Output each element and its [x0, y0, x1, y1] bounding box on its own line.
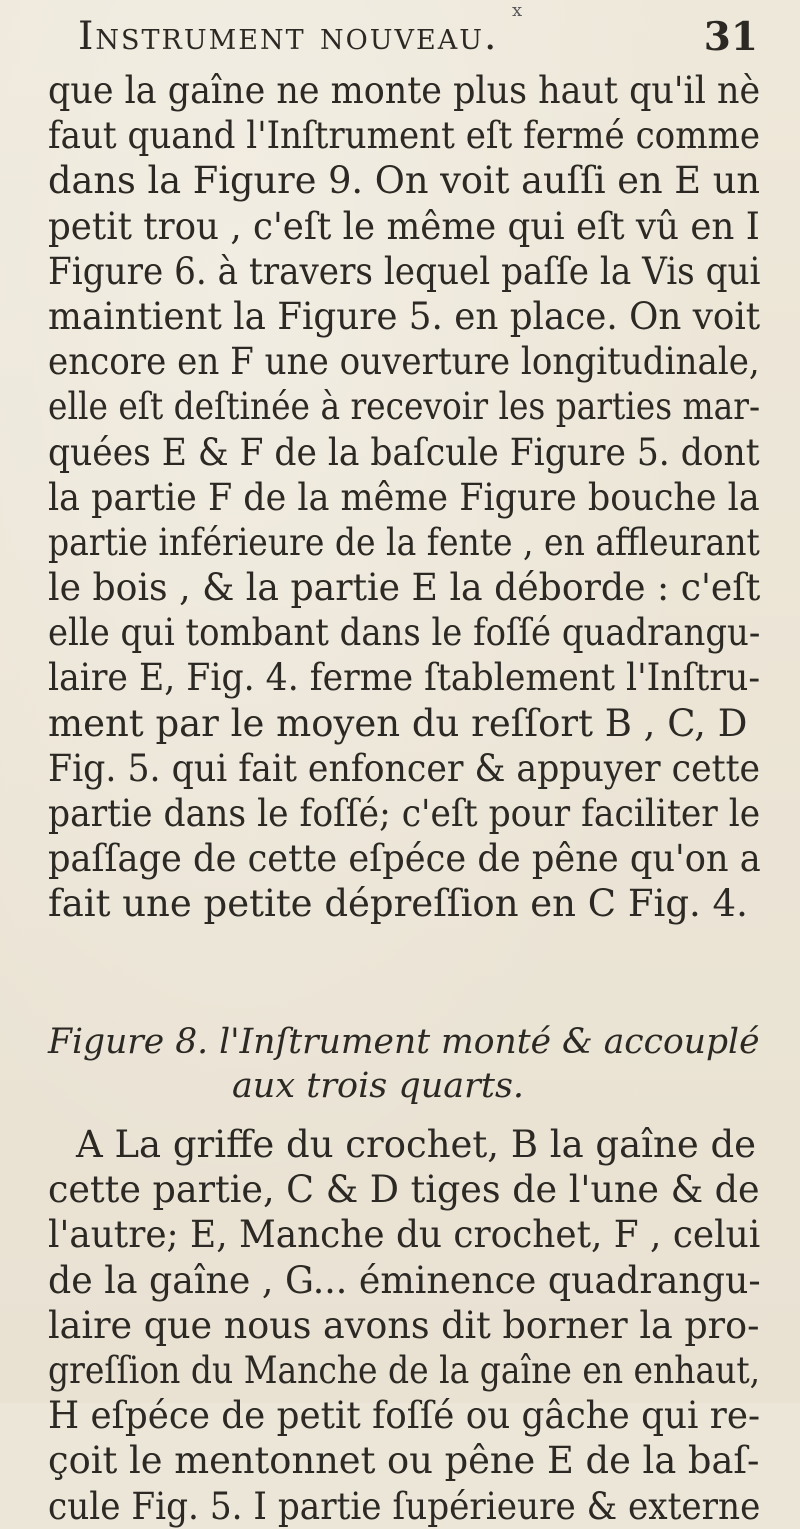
text-line: greſſion du Manche de la gaîne en enhaut,	[48, 1348, 761, 1392]
figure-caption	[48, 1020, 768, 1108]
text-line: partie inférieure de la fente , en affleurant	[48, 520, 760, 564]
text-line: l'autre; E, Manche du crochet, F , celui	[48, 1213, 761, 1257]
text-line: cette partie, C & D tiges de l'une & de	[48, 1168, 760, 1212]
text-line: A La griffe du crochet, B la gaîne de	[76, 1123, 757, 1166]
running-head	[78, 14, 758, 64]
text-line: H eſpéce de petit foſſé ou gâche qui re-	[48, 1394, 761, 1438]
text-line: maintient la Figure 5. en place. On voit	[48, 294, 761, 338]
text-line: çoit le mentonnet ou pêne E de la baſ-	[48, 1439, 760, 1483]
text-line: faut quand l'Inſtrument eſt fermé comme	[48, 114, 761, 158]
text-line: la partie F de la même Figure bouche la	[48, 475, 760, 519]
text-line: laire E, Fig. 4. ferme ſtablement l'Inſtru-	[48, 656, 761, 700]
text-line: dans la Figure 9. On voit auſſi en E un	[48, 159, 761, 203]
text-line: quées E & F de la baſcule Figure 5. dont	[48, 430, 760, 474]
text-line: cule Fig. 5. I partie ſupérieure & externe	[48, 1484, 761, 1528]
text-line: ment par le moyen du reſſort B , C, D	[48, 701, 748, 745]
text-line: le bois , & la partie E la déborde : c'eſt	[48, 566, 761, 610]
text-line: encore en F une ouverture longitudinale,	[48, 340, 760, 384]
corner-mark: x	[512, 0, 523, 21]
text-line: petit trou , c'eſt le même qui eſt vû en I	[48, 204, 760, 248]
text-line: partie dans le foſſé; c'eſt pour faciliter le	[48, 792, 761, 835]
text-line: que la gaîne ne monte plus haut qu'il nè	[48, 69, 761, 112]
caption-subtitle: aux trois quarts.	[231, 1066, 525, 1106]
paragraph-1	[48, 68, 768, 927]
text-line: laire que nous avons dit borner la pro-	[48, 1303, 760, 1347]
text-line: de la gaîne , G... éminence quadrangu-	[48, 1258, 761, 1302]
text-line: elle eſt deſtinée à recevoir les parties mar-	[48, 385, 761, 429]
text-line: fait une petite dépreſſion en C Fig. 4.	[48, 882, 748, 926]
text-line: paſſage de cette eſpéce de pêne qu'on a	[48, 837, 761, 881]
running-head-title: Instrument nouveau.	[78, 14, 499, 59]
text-line: Fig. 5. qui fait enfoncer & appuyer cette	[48, 746, 761, 790]
page-number: 31	[703, 14, 758, 60]
caption-title: Figure 8. l'Inſtrument monté & accouplé	[48, 1022, 760, 1062]
text-line: elle qui tombant dans le foſſé quadrangu-	[48, 611, 761, 655]
paragraph-2	[48, 1122, 768, 1529]
text-line: Figure 6. à travers lequel paſſe la Vis qui	[48, 249, 761, 293]
